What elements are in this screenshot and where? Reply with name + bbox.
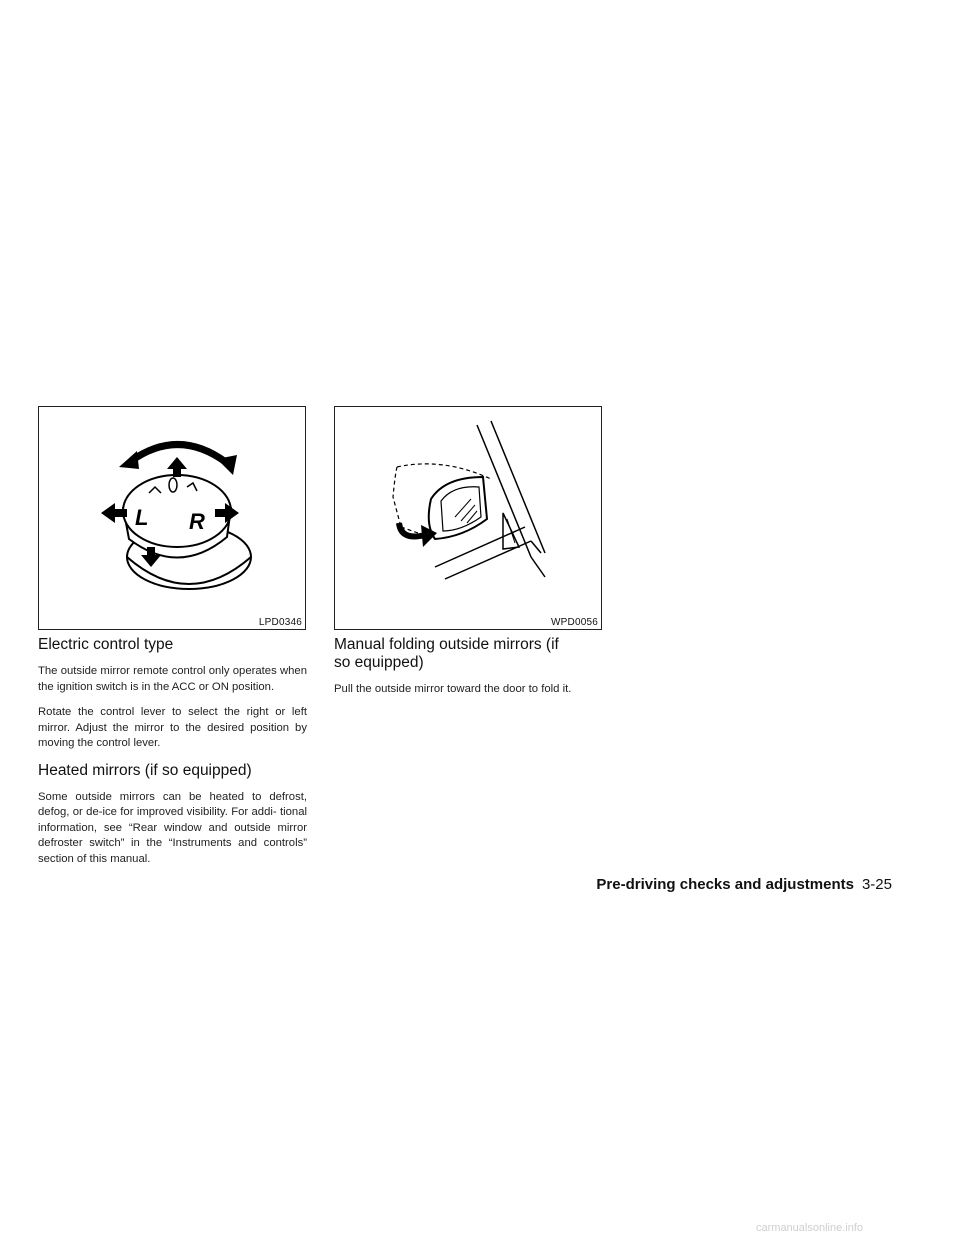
figure-code: WPD0056 (551, 617, 598, 628)
right-column (334, 636, 604, 708)
footer-section-title: Pre-driving checks and adjustments (596, 876, 854, 893)
arrow-up (167, 457, 187, 477)
mirror-housing (429, 477, 487, 539)
heading-heated-mirrors: Heated mirrors (if so equipped) (38, 761, 252, 779)
paragraph-remote-control-operation: The outside mirror remote control only operates when the ignition switch is in the ACC or ON position. (38, 665, 307, 693)
page-number: 3-25 (861, 876, 892, 893)
heading-electric-control-type: Electric control type (38, 636, 174, 653)
figure-code: LPD0346 (258, 617, 302, 628)
knob-letter-l: L (135, 505, 149, 530)
figure-folding-mirror (334, 406, 602, 630)
watermark: carmanualsonline.info (756, 1222, 864, 1234)
paragraph-heated-mirrors: Some outside mirrors can be heated to defrost, defog, or de-ice for improved visibility. For addi- tional information, see “Rear window and outside mirror defroster switch” in the “Instruments and controls” section of this manual. (38, 790, 307, 865)
left-column (38, 636, 307, 877)
folding-mirror-illustration (335, 407, 601, 629)
paragraph-manual-folding: Pull the outside mirror toward the door to fold it. (334, 683, 572, 695)
fold-arrow (399, 523, 425, 537)
mirror-control-knob-illustration (39, 407, 305, 629)
paragraph-rotate-control-lever: Rotate the control lever to select the right or left mirror. Adjust the mirror to the desired position by moving the control lever. (38, 706, 307, 749)
knob-letter-r: R (189, 509, 205, 534)
figure-mirror-control-knob (38, 406, 306, 630)
heading-manual-folding-mirrors: Manual folding outside mirrors (if so equipped) (334, 636, 559, 671)
rotation-arrow-left-head (119, 451, 139, 469)
page-footer (596, 876, 892, 893)
